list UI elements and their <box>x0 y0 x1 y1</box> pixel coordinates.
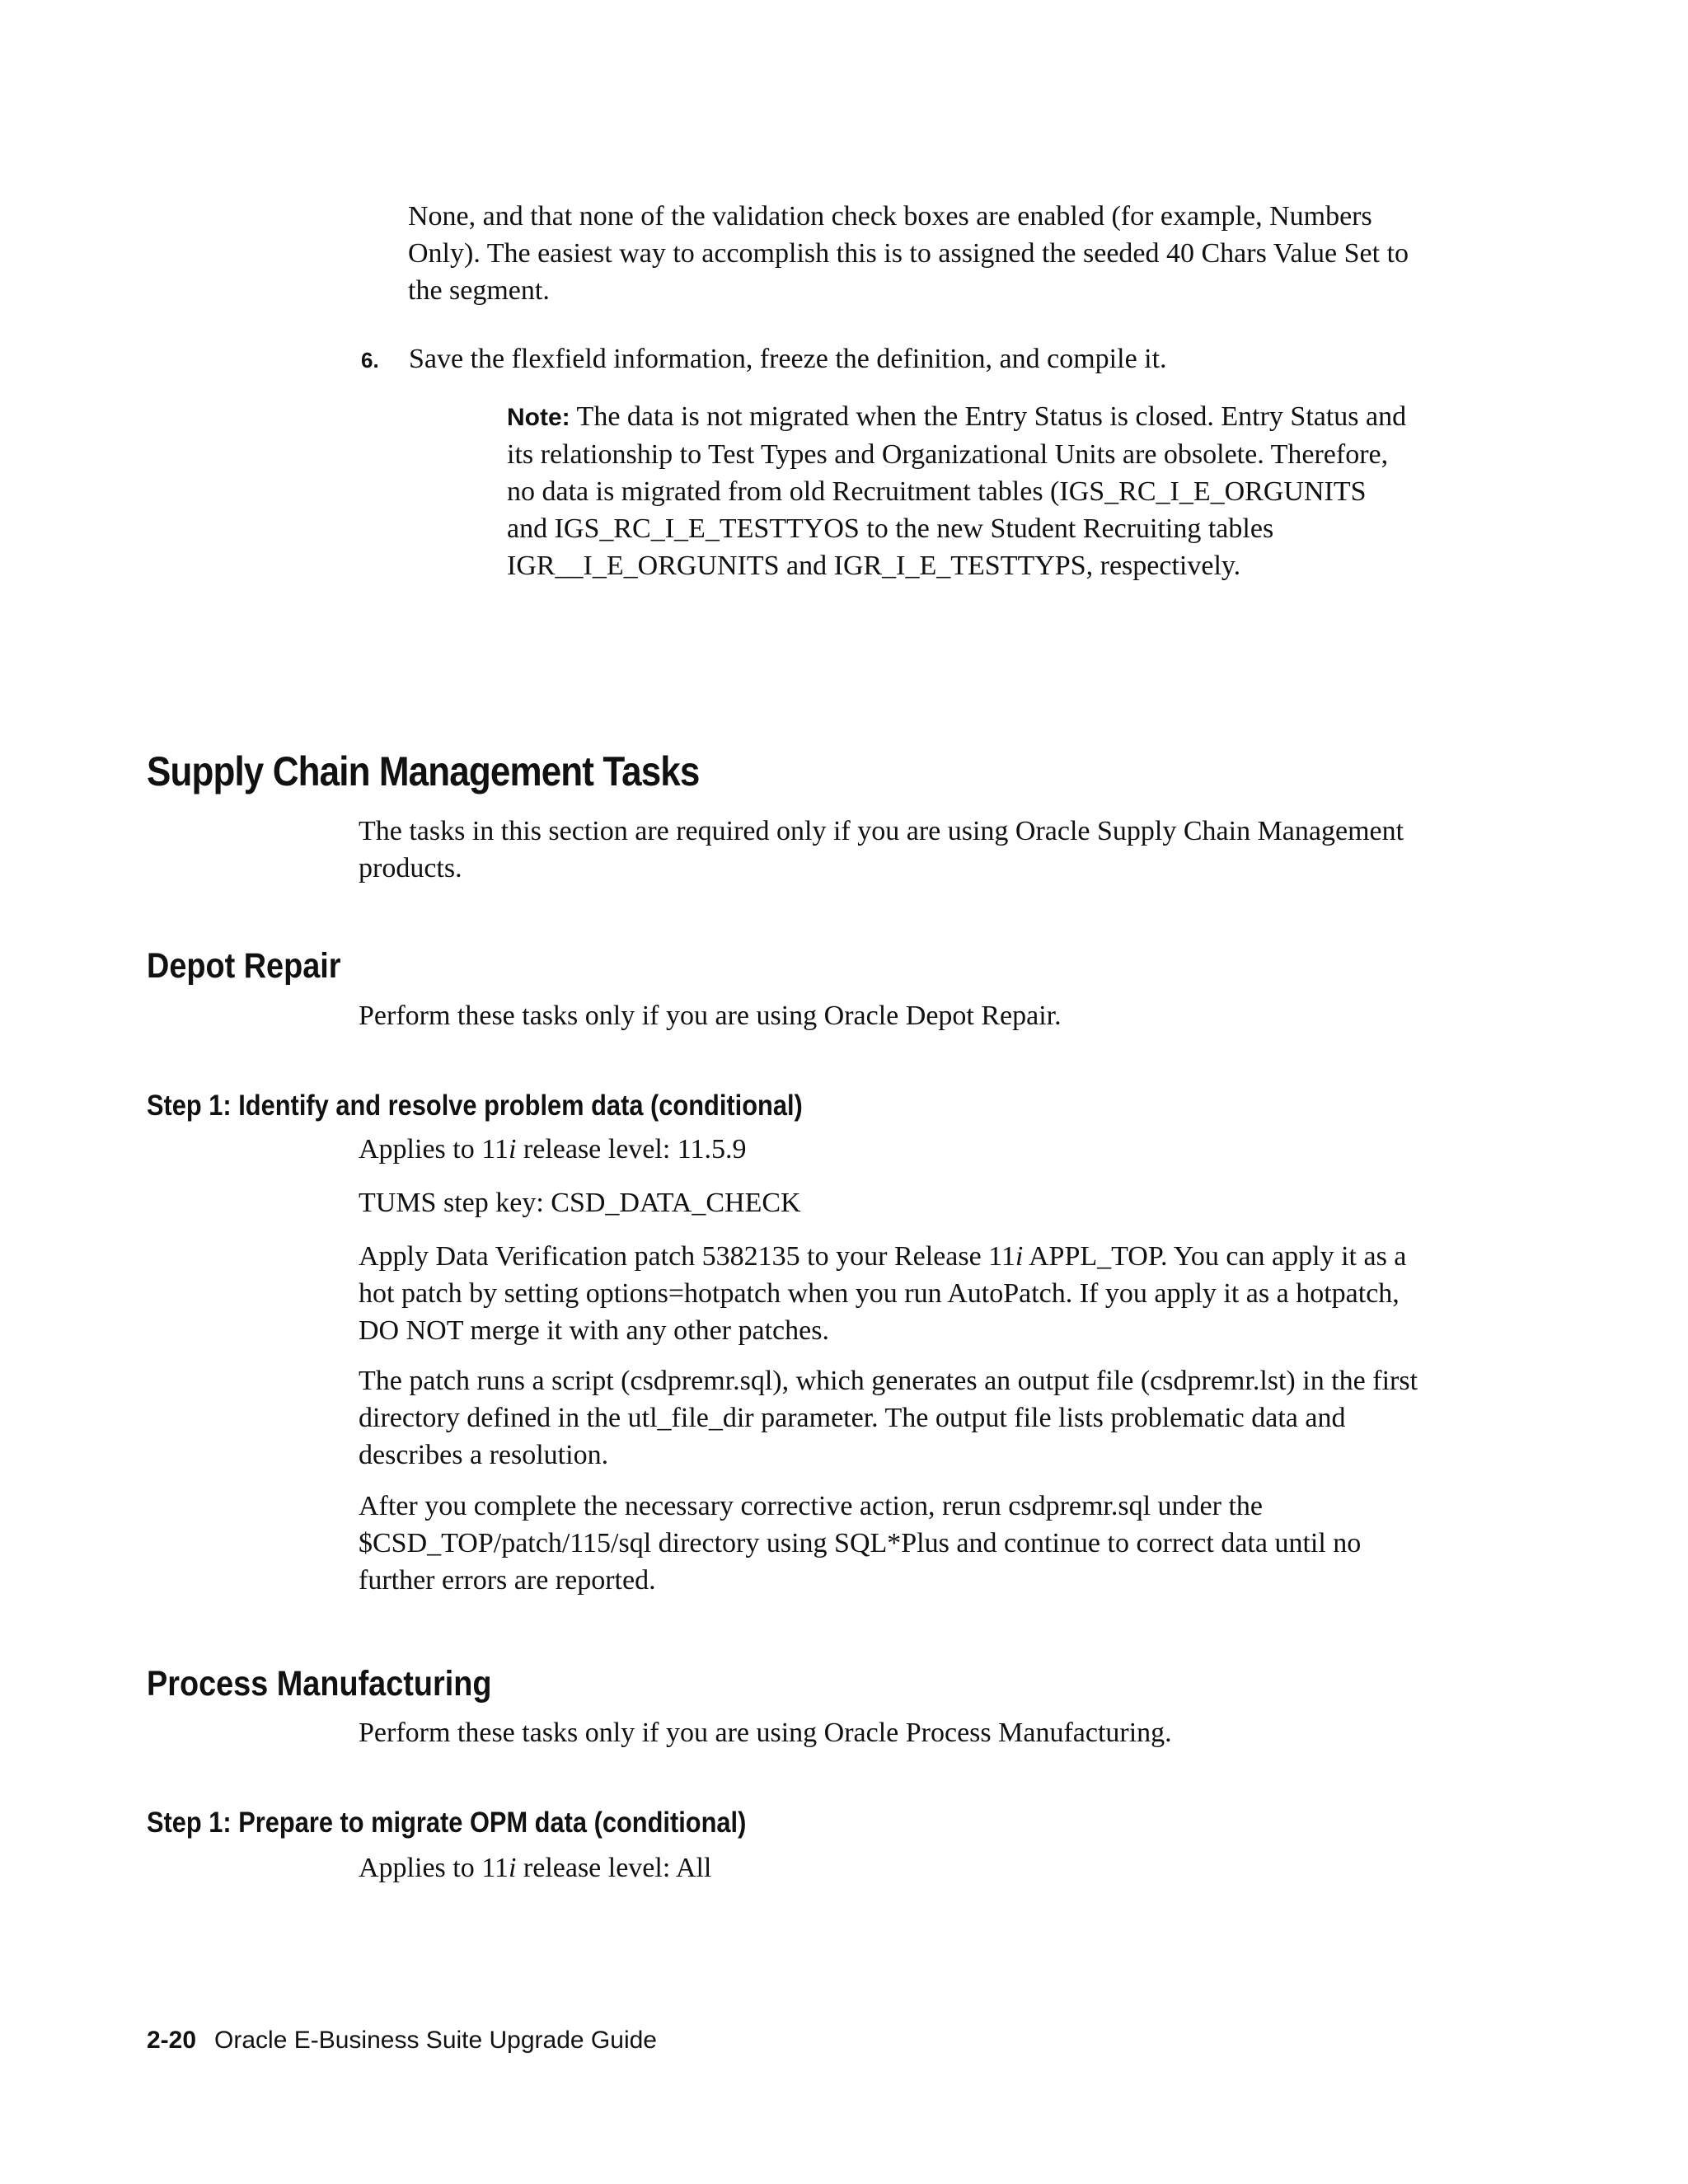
step-number: 6. <box>361 348 379 373</box>
step-heading-opm-step1: Step 1: Prepare to migrate OPM data (conditional) <box>147 1807 747 1839</box>
subsection-heading-process-manufacturing: Process Manufacturing <box>147 1664 492 1704</box>
page-number: 2-20 <box>147 2027 197 2054</box>
depot-patch-runs-text: The patch runs a script (csdpremr.sql), which generates an output file (csdpremr.lst) in the first directory defined in the utl_file_dir parameter. The output file lists problematic data and describes a resolution. <box>359 1366 1418 1470</box>
scm-intro-text: The tasks in this section are required only if you are using Oracle Supply Chain Management products. <box>359 816 1404 883</box>
depot-applies-text: Applies to 11i release level: 11.5.9 <box>359 1134 747 1165</box>
footer-title: Oracle E-Business Suite Upgrade Guide <box>214 2027 657 2054</box>
depot-intro-text: Perform these tasks only if you are using Oracle Depot Repair. <box>359 1001 1062 1031</box>
depot-apply-patch-text: Apply Data Verification patch 5382135 to your Release 11i APPL_TOP. You can apply it as a hot patch by setting options=hotpatch when you run AutoPatch. If you apply it as a hotpatch, DO NOT merge it with any other patches. <box>359 1241 1407 1346</box>
note-block <box>507 398 1414 584</box>
step-6-item <box>361 340 1432 379</box>
note-label: Note: <box>507 404 570 431</box>
subsection-heading-depot-repair: Depot Repair <box>147 946 341 986</box>
step-heading-depot-step1: Step 1: Identify and resolve problem data (conditional) <box>147 1090 803 1122</box>
section-heading-scm: Supply Chain Management Tasks <box>147 748 700 794</box>
step-continuation-text: None, and that none of the validation check boxes are enabled (for example, Numbers Only). The easiest way to accomplish this is to assigned the seeded 40 Chars Value Set to the segment. <box>408 201 1409 306</box>
step-6-text: Save the flexfield information, freeze the definition, and compile it. <box>409 344 1167 374</box>
depot-after-text: After you complete the necessary corrective action, rerun csdpremr.sql under the $CSD_TOP/patch/115/sql directory using SQL*Plus and continue to correct data until no further errors are reported. <box>359 1491 1362 1596</box>
opm-applies-text: Applies to 11i release level: All <box>359 1853 712 1883</box>
opm-intro-text: Perform these tasks only if you are using Oracle Process Manufacturing. <box>359 1718 1172 1748</box>
depot-tums-text: TUMS step key: CSD_DATA_CHECK <box>359 1188 801 1218</box>
page-footer <box>147 2025 657 2056</box>
note-text: The data is not migrated when the Entry Status is closed. Entry Status and its relationship to Test Types and Organizational Units are obsolete. Therefore, no data is migrated from old Recruitment tables (IGS_RC_I_E_ORGUNITS and IGS_RC_I_E_TESTTYOS to the new Student Recruiting tables IGR__I_E_ORGUNITS and IGR_I_E_TESTTYPS, respectively. <box>507 401 1407 581</box>
